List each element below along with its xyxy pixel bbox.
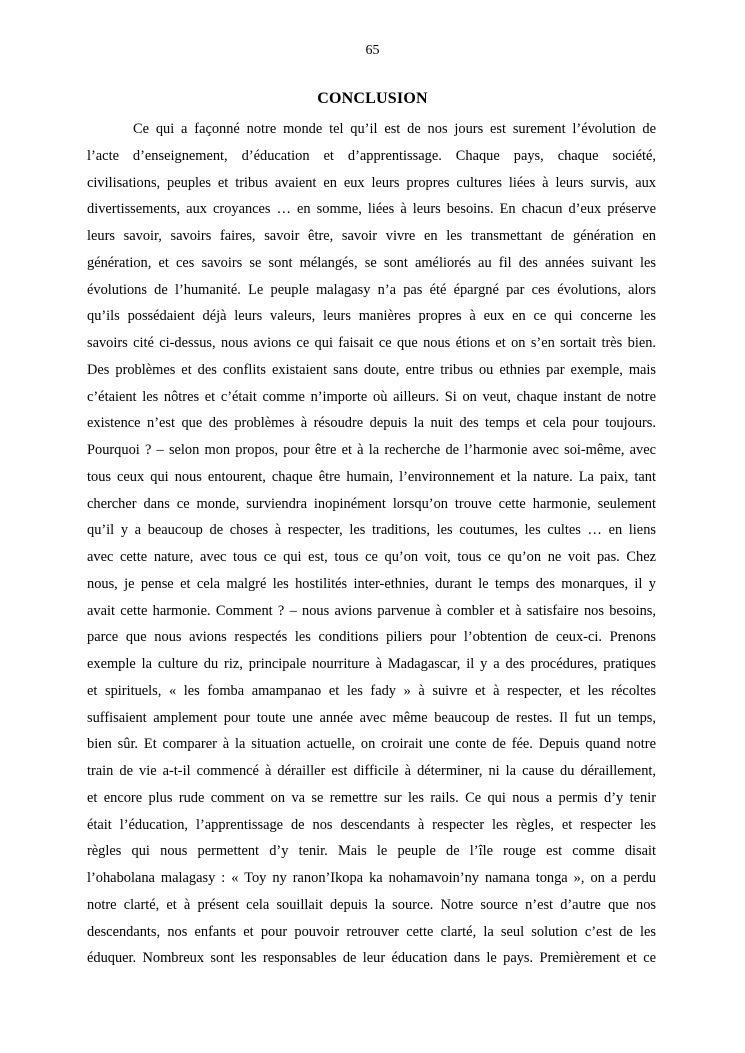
text-line: règles qui nous permettent d’y tenir. Mais le peuple de l’île rouge est comme disait <box>87 843 656 860</box>
text-line: bien sûr. Et comparer à la situation actuelle, on croirait une conte de fée. Depuis quand notre <box>87 736 656 753</box>
text-line: train de vie a-t-il commencé à dérailler est difficile à déterminer, ni la cause du déraillement, <box>87 763 656 779</box>
section-title: CONCLUSION <box>317 90 428 107</box>
text-line: tous ceux qui nous entourent, chaque être humain, l’environnement et la nature. La paix, tant <box>87 468 656 485</box>
page-number: 65 <box>365 43 380 58</box>
text-line: leurs savoir, savoirs faires, savoir être, savoir vivre en les transmettant de génération en <box>87 228 656 244</box>
text-line: parce que nous avions respectés les conditions piliers pour l’obtention de ceux-ci. Prenons <box>87 629 656 646</box>
text-line: l’ohabolana malagasy : « Toy ny ranon’Ikopa ka nohamavoin’ny namana tonga », on a perdu <box>87 870 656 886</box>
text-line: éduquer. Nombreux sont les responsables de leur éducation dans le pays. Premièrement et ce <box>87 950 656 967</box>
body-paragraph <box>87 116 656 972</box>
text-line: génération, et ces savoirs se sont mélangés, se sont améliorés au fil des années suivant les <box>87 254 656 271</box>
text-line: l’acte d’enseignement, d’éducation et d’apprentissage. Chaque pays, chaque société, <box>87 147 656 164</box>
text-line: et spirituels, « les fomba amampanao et les fady » à suivre et à respecter, et les récoltes <box>87 682 656 699</box>
text-line: était l’éducation, l’apprentissage de nos descendants à respecter les règles, et respecter les <box>87 816 656 833</box>
text-line: et encore plus rude comment on va se remettre sur les rails. Ce qui nous a permis d’y tenir <box>87 789 656 806</box>
text-line: évolutions de l’humanité. Le peuple malagasy n’a pas été épargné par ces évolutions, alors <box>87 281 656 298</box>
text-line: existence n’est que des problèmes à résoudre depuis la nuit des temps et cela pour toujours. <box>87 415 656 432</box>
text-line: qu’il y a beaucoup de choses à respecter, les traditions, les coutumes, les cultes … en liens <box>87 522 656 539</box>
text-line: civilisations, peuples et tribus avaient en eux leurs propres cultures liées à leurs survis, aux <box>87 174 656 191</box>
text-line: avait cette harmonie. Comment ? – nous avions parvenue à combler et à satisfaire nos besoins, <box>87 602 656 619</box>
text-line: c’étaient les nôtres et c’était comme n’importe où ailleurs. Si on veut, chaque instant de notre <box>87 388 656 405</box>
text-line: savoirs cité ci-dessus, nous avions ce qui faisait ce que nous étions et on s’en sortait très bien. <box>87 335 656 351</box>
text-line: notre clarté, et à présent cela souillait depuis la source. Notre source n’est d’autre que nos <box>87 896 656 913</box>
text-line: exemple la culture du riz, principale nourriture à Madagascar, il y a des procédures, pratiques <box>87 656 656 672</box>
text-line: Ce qui a façonné notre monde tel qu’il est de nos jours est surement l’évolution de <box>133 121 656 137</box>
text-line: qu’ils possédaient déjà leurs valeurs, leurs manières propres à eux en ce qui concerne les <box>87 308 656 325</box>
text-line: suffisaient amplement pour toute une année avec même beaucoup de restes. Il fut un temps, <box>87 709 656 726</box>
text-line: Des problèmes et des conflits existaient sans doute, entre tribus ou ethnies par exemple, mais <box>87 361 656 378</box>
text-line: descendants, nos enfants et pour pouvoir retrouver cette clarté, la seul solution c’est de les <box>87 923 656 940</box>
text-line: Pourquoi ? – selon mon propos, pour être et à la recherche de l’harmonie avec soi-même, avec <box>87 442 656 458</box>
text-line: avec cette nature, avec tous ce qui est, tous ce qu’on voit, tous ce qu’on ne voit pas. Chez <box>87 549 656 565</box>
text-line: divertissements, aux croyances … en somme, liées à leurs besoins. En chacun d’eux préserve <box>87 201 656 218</box>
text-line: chercher dans ce monde, surviendra inopinément lorsqu’on trouve cette harmonie, seulement <box>87 495 656 512</box>
text-line: nous, je pense et cela malgré les hostilités inter-ethnies, durant le temps des monarques, il y <box>87 575 656 592</box>
